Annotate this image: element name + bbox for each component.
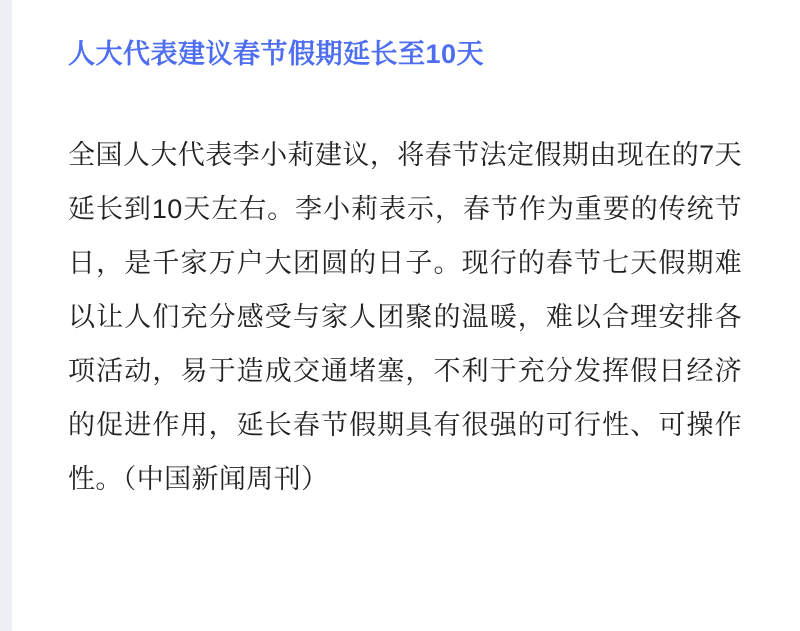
page-title: 人大代表建议春节假期延长至10天 <box>68 39 485 69</box>
article-body: 全国人大代表李小莉建议，将春节法定假期由现在的7天延长到10天左右。李小莉表示，春节作为重要的传统节日，是千家万户大团圆的日子。现行的春节七天假期难以让人们充分感受与家人团聚的温暖，难以合理安排各项活动，易于造成交通堵塞，不利于充分发挥假日经济的促进作用，延长春节假期具有很强的可行性、可操作性。（中国新闻周刊） <box>68 140 742 495</box>
left-margin-rule <box>0 0 12 631</box>
article-content <box>12 0 800 631</box>
